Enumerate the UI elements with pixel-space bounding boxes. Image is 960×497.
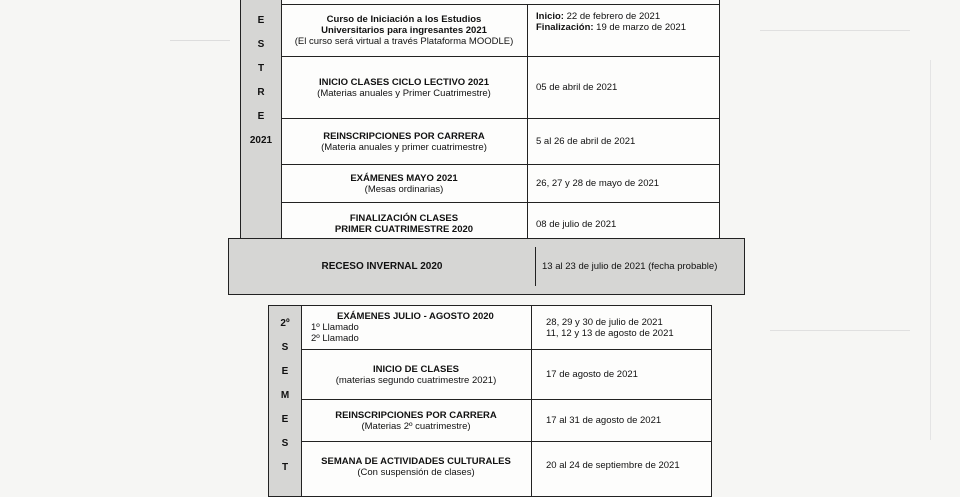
winter-recess-band: [228, 238, 745, 295]
event-note: (materias segundo cuatrimestre 2021): [335, 374, 497, 386]
second-semester-table: [268, 305, 712, 497]
event-title: INICIO DE CLASES: [372, 363, 460, 375]
event-title: EXÁMENES JULIO - AGOSTO 2020: [337, 311, 494, 322]
recess-title: RECESO INVERNAL 2020: [321, 261, 443, 272]
event-date: 26, 27 y 28 de mayo de 2021: [536, 178, 660, 189]
event-note: (Mesas ordinarias): [364, 183, 444, 195]
semester-letter: E: [281, 366, 289, 377]
event-title: EXÁMENES MAYO 2021: [350, 172, 458, 184]
table-row: [301, 306, 711, 350]
event-date: 11, 12 y 13 de agosto de 2021: [546, 327, 674, 339]
end-label: Finalización:: [536, 22, 594, 33]
table-row: [301, 350, 711, 400]
second-call-label: 2º Llamado: [311, 333, 359, 344]
event-date: 19 de marzo de 2021: [593, 22, 686, 33]
event-title: INICIO CLASES CICLO LECTIVO 2021: [319, 76, 489, 88]
recess-date: 13 al 23 de julio de 2021 (fecha probable): [535, 247, 744, 286]
semester-letter: S: [281, 342, 289, 353]
semester-letter: M: [280, 390, 290, 401]
event-date: 05 de abril de 2021: [536, 82, 618, 93]
event-title-line2: Universitarios para ingresantes 2021: [321, 25, 487, 36]
event-title-line2: PRIMER CUATRIMESTRE 2020: [334, 224, 474, 235]
semester-letter: S: [257, 39, 265, 50]
table-row: [281, 5, 719, 57]
event-title: Curso de Iniciación a los Estudios: [326, 14, 482, 25]
first-semester-table: [240, 0, 720, 246]
event-date: 5 al 26 de abril de 2021: [536, 136, 636, 147]
table-row: [281, 165, 719, 203]
semester-letter: 2º: [280, 318, 290, 329]
semester-letter: E: [281, 414, 289, 425]
event-note: (El curso será virtual a través Plataforma MOODLE): [294, 36, 514, 47]
table-row: [301, 442, 711, 496]
event-note: (Materias anuales y Primer Cuatrimestre): [317, 87, 491, 99]
event-title: REINSCRIPCIONES POR CARRERA: [323, 130, 485, 142]
event-date: 08 de julio de 2021: [536, 218, 617, 230]
event-date: 17 al 31 de agosto de 2021: [546, 415, 662, 426]
table-row: [301, 400, 711, 442]
first-semester-label: [241, 0, 282, 245]
event-title: SEMANA DE ACTIVIDADES CULTURALES: [321, 456, 511, 467]
start-label: Inicio:: [536, 11, 564, 22]
event-date: 28, 29 y 30 de julio de 2021: [546, 316, 663, 328]
event-date: 20 al 24 de septiembre de 2021: [546, 460, 680, 471]
second-semester-label: [269, 306, 302, 496]
event-note: (Materia anuales y primer cuatrimestre): [321, 141, 487, 153]
event-note: (Con suspensión de clases): [357, 467, 475, 478]
semester-letter: S: [281, 438, 289, 449]
semester-letter: E: [257, 15, 265, 26]
event-title: REINSCRIPCIONES POR CARRERA: [335, 409, 497, 421]
table-row: [281, 119, 719, 165]
semester-letter: E: [257, 111, 265, 122]
event-date: 17 de agosto de 2021: [546, 369, 638, 380]
event-date: 22 de febrero de 2021: [563, 11, 661, 22]
semester-letter: R: [257, 87, 265, 98]
semester-letter: T: [257, 63, 265, 74]
event-title: FINALIZACIÓN CLASES: [349, 213, 459, 224]
first-call-label: 1º Llamado: [311, 322, 359, 333]
semester-year: 2021: [249, 135, 273, 146]
semester-letter: T: [281, 462, 289, 473]
table-row: [281, 57, 719, 119]
event-note: (Materias 2º cuatrimestre): [361, 420, 471, 432]
